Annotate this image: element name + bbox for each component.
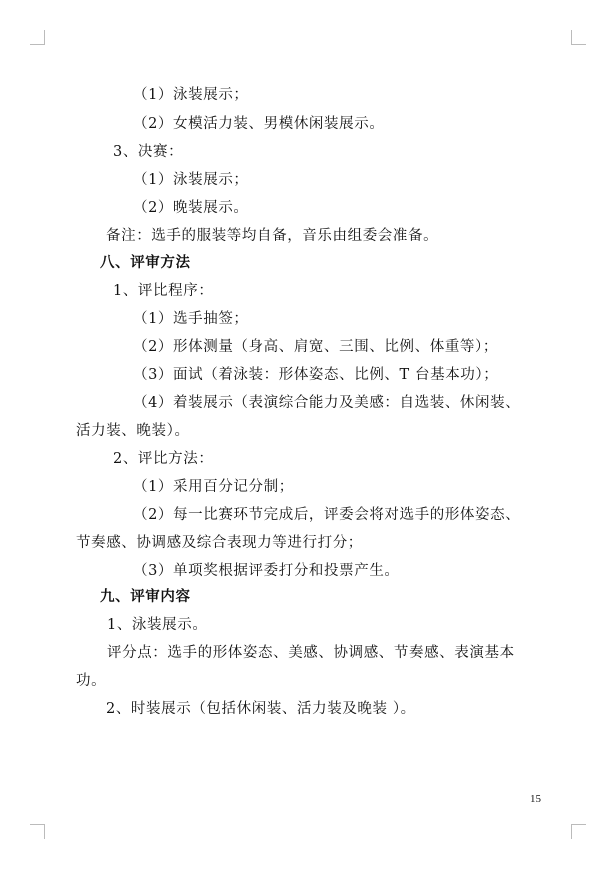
crop-mark-top-left bbox=[30, 30, 45, 45]
text-line: 1、泳装展示。 bbox=[107, 617, 208, 633]
crop-mark-bottom-left bbox=[30, 824, 45, 839]
note-line: 备注：选手的服装等均自备，音乐由组委会准备。 bbox=[106, 228, 439, 244]
text-line: 1、评比程序： bbox=[113, 283, 214, 299]
text-line: （2）形体测量（身高、肩宽、三围、比例、体重等）； bbox=[133, 339, 498, 355]
section-heading: 八、评审方法 bbox=[100, 255, 191, 271]
text-line: 节奏感、协调感及综合表现力等进行打分； bbox=[76, 535, 363, 551]
text-line: 2、时装展示（包括休闲装、活力装及晚装 ）。 bbox=[106, 701, 416, 717]
text-line: 活力装、晚装）。 bbox=[76, 423, 190, 439]
text-line: （3）面试（着泳装：形体姿态、比例、T 台基本功）； bbox=[133, 367, 499, 383]
text-line: 3、决赛： bbox=[113, 144, 184, 160]
section-heading: 九、评审内容 bbox=[100, 589, 191, 605]
text-line: （1）采用百分记分制； bbox=[133, 479, 294, 495]
text-line: 2、评比方法： bbox=[113, 451, 214, 467]
text-line: （1）泳装展示； bbox=[133, 87, 249, 103]
text-line: （2）每一比赛环节完成后，评委会将对选手的形体姿态、 bbox=[133, 507, 521, 523]
crop-mark-top-right bbox=[571, 30, 586, 45]
page-number: 15 bbox=[530, 793, 541, 805]
text-line: （2）女模活力装、男模休闲装展示。 bbox=[133, 116, 385, 132]
crop-mark-bottom-right bbox=[571, 824, 586, 839]
text-line: （2）晚装展示。 bbox=[133, 200, 249, 216]
text-line: （4）着装展示（表演综合能力及美感：自选装、休闲装、 bbox=[133, 395, 521, 411]
text-line: 评分点：选手的形体姿态、美感、协调感、节奏感、表演基本 bbox=[107, 645, 515, 661]
text-line: （3）单项奖根据评委打分和投票产生。 bbox=[133, 563, 400, 579]
text-line: 功。 bbox=[76, 673, 107, 689]
text-line: （1）泳装展示； bbox=[133, 172, 249, 188]
text-line: （1）选手抽签； bbox=[133, 311, 249, 327]
